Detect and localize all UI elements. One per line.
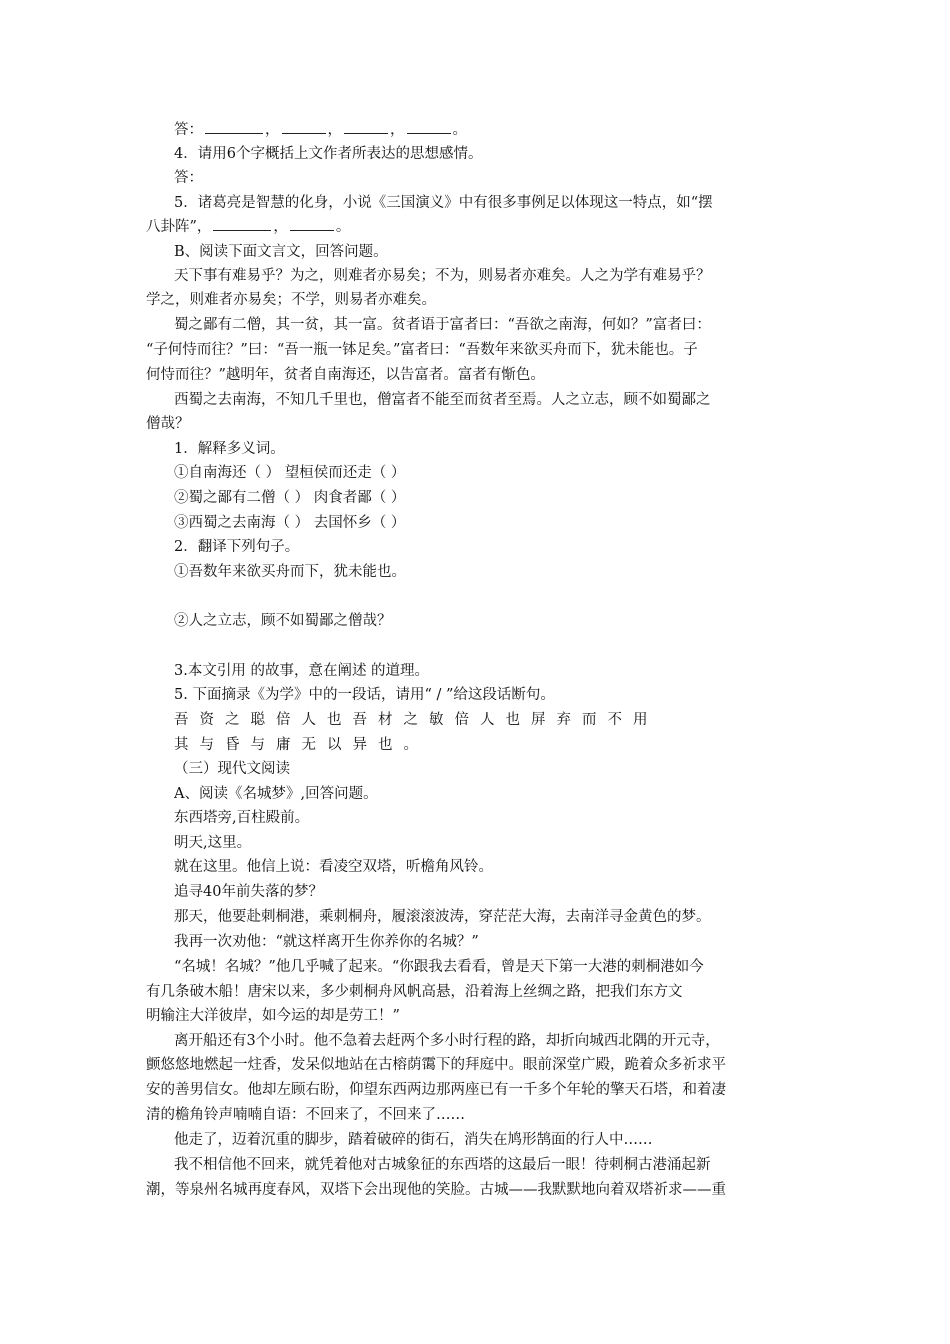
answer-blank[interactable] — [282, 121, 326, 134]
classical-text-line: 学之，则难者亦易矣；不学，则易者亦难矣。 — [146, 292, 436, 308]
answer-line-blanks: 答： ， ， ， 。 — [174, 122, 467, 138]
modern-text-line: 追寻40年前失落的梦？ — [174, 884, 323, 900]
question-5: 5．诸葛亮是智慧的化身，小说《三国演义》中有很多事例足以体现这一特点，如“摆 — [174, 195, 713, 211]
modern-text-line: 有几条破木船！唐宋以来，多少刺桐舟风帆高悬，沿着海上丝绸之路，把我们东方文 — [146, 984, 683, 1000]
answer-blank[interactable] — [407, 121, 451, 134]
section-a-heading: A、阅读《名城梦》,回答问题。 — [174, 786, 378, 802]
modern-text-line: 东西塔旁,百柱殿前。 — [174, 810, 310, 826]
question-heading: 2．翻译下列句子。 — [174, 539, 300, 555]
vocab-item: ③西蜀之去南海（ ） 去国怀乡（ ） — [174, 515, 406, 531]
modern-text-line: 明天,这里。 — [174, 835, 252, 851]
translate-item: ①吾数年来欲买舟而下，犹未能也。 — [174, 564, 406, 580]
translate-item: ②人之立志，顾不如蜀鄙之僧哉？ — [174, 613, 392, 629]
modern-text-line: 就在这里。他信上说：看凌空双塔，听檐角风铃。 — [174, 859, 493, 875]
modern-text-line: 颤悠悠地燃起一炷香，发呆似地站在古榕荫霭下的拜庭中。眼前深堂广殿，跪着众多祈求平 — [146, 1057, 726, 1073]
modern-text-line: 我不相信他不回来，就凭着他对古城象征的东西塔的这最后一眼！待刺桐古港涌起新 — [174, 1157, 711, 1173]
classical-text-line: 僧哉？ — [146, 416, 190, 432]
modern-text-line: 他走了，迈着沉重的脚步，踏着破碎的街石，消失在鸠形鹄面的行人中…… — [174, 1132, 653, 1148]
modern-text-line: 离开船还有3个小时。他不急着去赶两个多小时行程的路，却折向城西北隅的开元寺， — [174, 1033, 720, 1049]
classical-text-line: 何恃而往？”越明年，贫者自南海还，以告富者。富者有惭色。 — [146, 367, 545, 383]
answer-blank[interactable] — [205, 121, 263, 134]
section-three-heading: （三）现代文阅读 — [174, 761, 290, 777]
modern-text-line: 那天，他要赴刺桐港，乘刺桐舟，履滚滚波涛，穿茫茫大海，去南洋寻金黄色的梦。 — [174, 909, 711, 925]
answer-blank[interactable] — [213, 218, 271, 231]
punctuation-passage: 吾资之聪倍人也吾材之敏倍人也屏弃而不用 — [174, 712, 659, 728]
vocab-item: ②蜀之鄙有二僧（ ） 肉食者鄙（ ） — [174, 490, 406, 506]
section-b-heading: B、阅读下面文言文，回答问题。 — [174, 244, 388, 260]
question-heading: 1．解释多义词。 — [174, 441, 285, 457]
classical-text-line: 蜀之鄙有二僧，其一贫，其一富。贫者语于富者曰：“吾欲之南海，何如？”富者曰： — [174, 317, 711, 333]
modern-text-line: 清的檐角铃声喃喃自语：不回来了，不回来了…… — [146, 1107, 465, 1123]
answer-blank[interactable] — [290, 218, 334, 231]
modern-text-line: 我再一次劝他：“就这样离开生你养你的名城？” — [174, 934, 479, 950]
modern-text-line: 明输注大洋彼岸，如今运的却是劳工！” — [146, 1008, 400, 1024]
modern-text-line: 潮，等泉州名城再度春风，双塔下会出现他的笑脸。古城——我默默地向着双塔祈求——重 — [146, 1182, 726, 1198]
modern-text-line: “名城！名城？”他几乎喊了起来。“你跟我去看看，曾是天下第一大港的刺桐港如今 — [174, 959, 704, 975]
question-4: 4．请用6个字概括上文作者所表达的思想感情。 — [174, 146, 483, 162]
classical-text-line: “子何恃而往？”曰：“吾一瓶一钵足矣。”富者曰：“吾数年来欲买舟而下，犹未能也。子 — [146, 342, 698, 358]
classical-text-line: 西蜀之去南海，不知几千里也，僧富者不能至而贫者至焉。人之立志，顾不如蜀鄙之 — [174, 392, 711, 408]
question-3: 3.本文引用 的故事，意在阐述 的道理。 — [174, 663, 430, 679]
question-5b: 5. 下面摘录《为学》中的一段话，请用“ / ”给这段话断句。 — [174, 687, 555, 703]
answer-label: 答： — [174, 170, 203, 186]
punctuation-passage: 其与昏与庸无以异也。 — [174, 737, 429, 753]
question-5-continued: 八卦阵”， ， 。 — [146, 219, 351, 235]
answer-blank[interactable] — [344, 121, 388, 134]
classical-text-line: 天下事有难易乎？为之，则难者亦易矣；不为，则易者亦难矣。人之为学有难易乎？ — [174, 268, 711, 284]
modern-text-line: 安的善男信女。他却左顾右盼，仰望东西两边那两座已有一千多个年轮的擎天石塔，和着凄 — [146, 1082, 726, 1098]
vocab-item: ①自南海还（ ） 望桓侯而还走（ ） — [174, 465, 406, 481]
